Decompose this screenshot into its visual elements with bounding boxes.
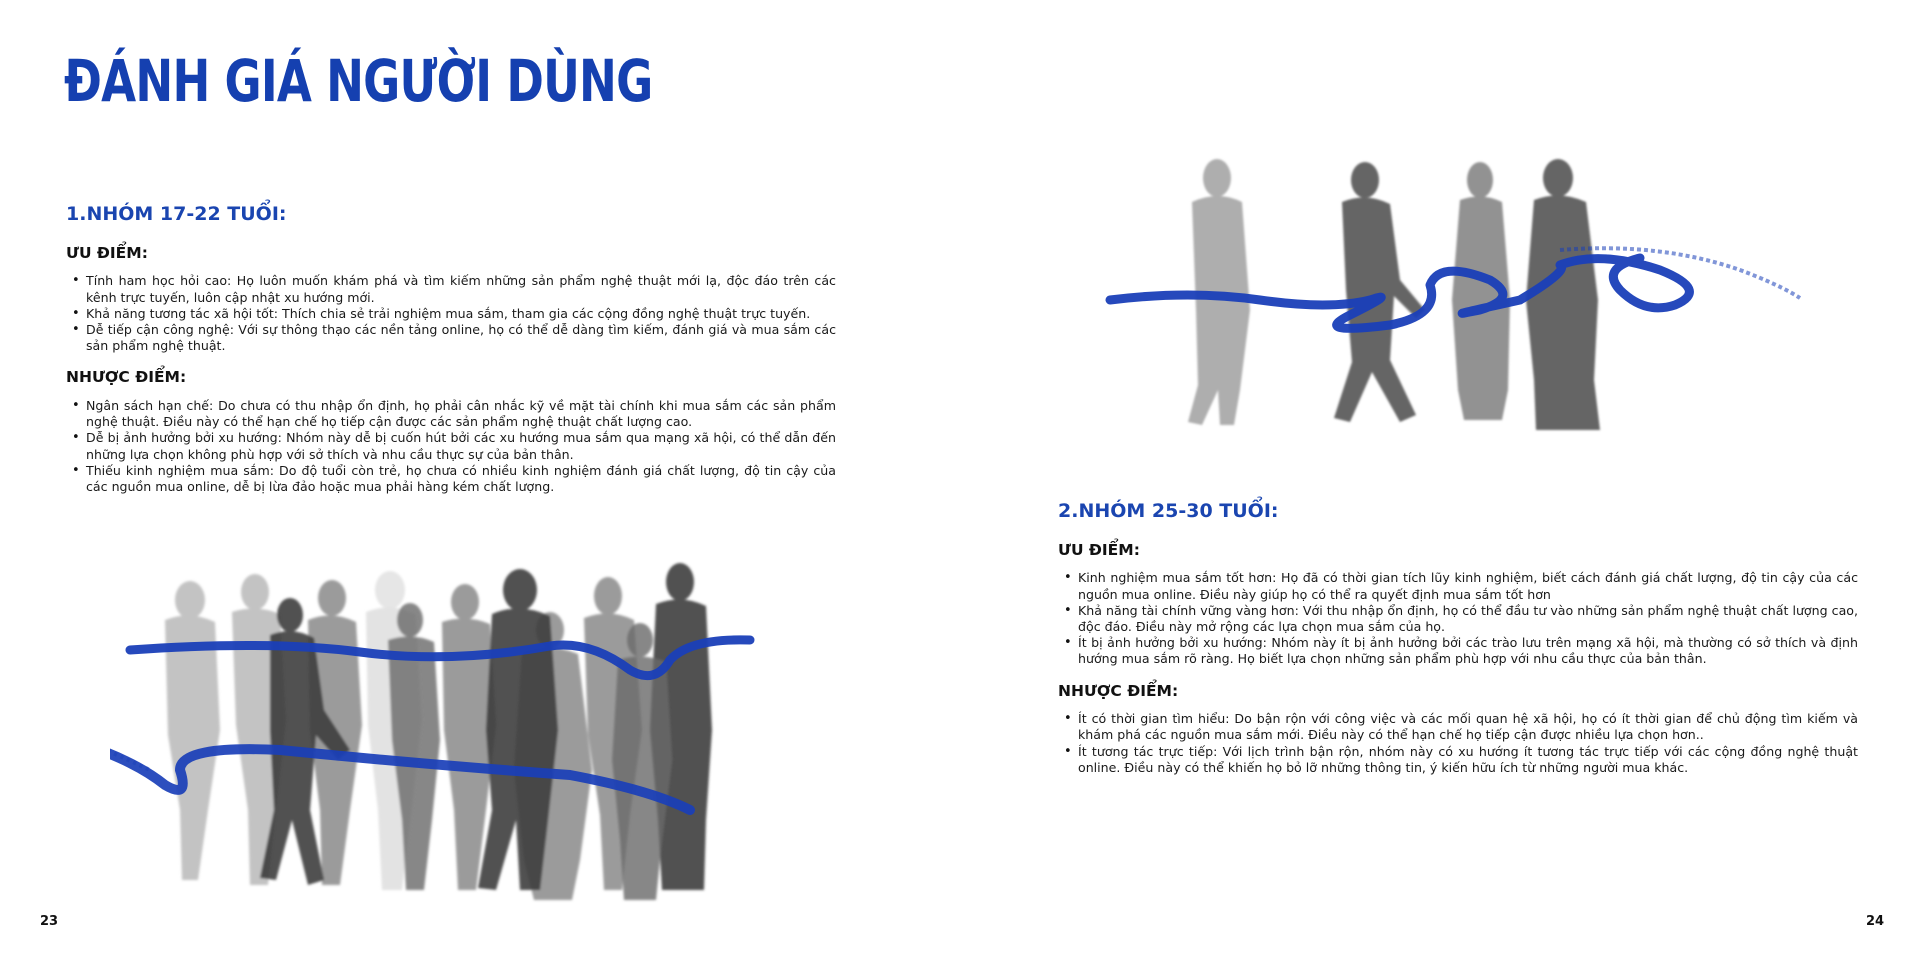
crowd-illustration-svg — [110, 560, 790, 910]
page-title: ĐÁNH GIÁ NGƯỜI DÙNG — [64, 47, 653, 115]
list-item: • Kinh nghiệm mua sắm tốt hơn: Họ đã có thời gian tích lũy kinh nghiệm, biết cách đánh giá chất lượng, độ tin cậy của các nguồn mua online. Điều này giúp họ có thể ra quyết định mua sắm tốt hơn — [1078, 570, 1858, 602]
walking-people-illustration — [1100, 150, 1850, 440]
crowd-illustration — [110, 560, 790, 910]
list-item: • Ít bị ảnh hưởng bởi xu hướng: Nhóm này ít bị ảnh hưởng bởi các trào lưu trên mạng xã hội, mà thường có sở thích và định hướng mua sắm rõ ràng. Họ biết lựa chọn những sản phẩm phù hợp với nhu cầu thực của bản thân. — [1078, 635, 1858, 667]
cons-list — [1058, 711, 1858, 776]
list-item: • Ít có thời gian tìm hiểu: Do bận rộn với công việc và các mối quan hệ xã hội, họ có ít thời gian để chủ động tìm kiếm và khám phá các nguồn mua sắm mới. Điều này có thể hạn chế họ tiếp cận được nhiều lựa chọn hơn.. — [1078, 711, 1858, 743]
pros-heading: ƯU ĐIỂM: — [66, 243, 148, 262]
list-item: • Ít tương tác trực tiếp: Với lịch trình bận rộn, nhóm này có xu hướng ít tương tác trực tiếp với các cộng đồng nghệ thuật online. Điều này có thể khiến họ bỏ lỡ những thông tin, ý kiến hữu ích từ những người mua khác. — [1078, 744, 1858, 776]
group-25-30-title: 2.NHÓM 25-30 TUỔI: — [1058, 500, 1279, 522]
group-17-22-title: 1.NHÓM 17-22 TUỔI: — [66, 203, 287, 225]
pros-list — [66, 273, 836, 354]
cons-heading: NHƯỢC ĐIỂM: — [66, 368, 187, 387]
group-17-22-section — [66, 203, 836, 509]
list-item: • Dễ bị ảnh hưởng bởi xu hướng: Nhóm này dễ bị cuốn hút bởi các xu hướng mua sắm qua mạng xã hội, có thể dẫn đến những lựa chọn không phù hợp với sở thích và nhu cầu thực sự của bản thân. — [86, 430, 836, 462]
list-item: • Khả năng tương tác xã hội tốt: Thích chia sẻ trải nghiệm mua sắm, tham gia các cộng đồng nghệ thuật trực tuyến. — [86, 306, 836, 322]
cons-list — [66, 398, 836, 495]
group-25-30-section — [1058, 500, 1858, 790]
cons-heading: NHƯỢC ĐIỂM: — [1058, 681, 1179, 700]
pros-heading: ƯU ĐIỂM: — [1058, 540, 1140, 559]
list-item: • Tính ham học hỏi cao: Họ luôn muốn khám phá và tìm kiếm những sản phẩm nghệ thuật mới lạ, độc đáo trên các kênh trực tuyến, luôn cập nhật xu hướng mới. — [86, 273, 836, 305]
walking-people-svg — [1100, 150, 1850, 440]
page-number-right: 24 — [1866, 914, 1885, 929]
list-item: • Dễ tiếp cận công nghệ: Với sự thông thạo các nền tảng online, họ có thể dễ dàng tìm kiếm, đánh giá và mua sắm các sản phẩm nghệ thuật. — [86, 322, 836, 354]
page-number-left: 23 — [40, 914, 59, 929]
list-item: • Thiếu kinh nghiệm mua sắm: Do độ tuổi còn trẻ, họ chưa có nhiều kinh nghiệm đánh giá chất lượng, độ tin cậy của các nguồn mua online, dễ bị lừa đảo hoặc mua phải hàng kém chất lượng. — [86, 463, 836, 495]
list-item: • Khả năng tài chính vững vàng hơn: Với thu nhập ổn định, họ có thể đầu tư vào những sản phẩm nghệ thuật chất lượng cao, độc đáo. Điều này mở rộng các lựa chọn mua sắm của họ. — [1078, 603, 1858, 635]
pros-list — [1058, 570, 1858, 667]
list-item: • Ngân sách hạn chế: Do chưa có thu nhập ổn định, họ phải cân nhắc kỹ về mặt tài chính khi mua sắm các sản phẩm nghệ thuật. Điều này có thể hạn chế họ tiếp cận được các sản phẩm nghệ thuật chất lượng cao. — [86, 398, 836, 430]
